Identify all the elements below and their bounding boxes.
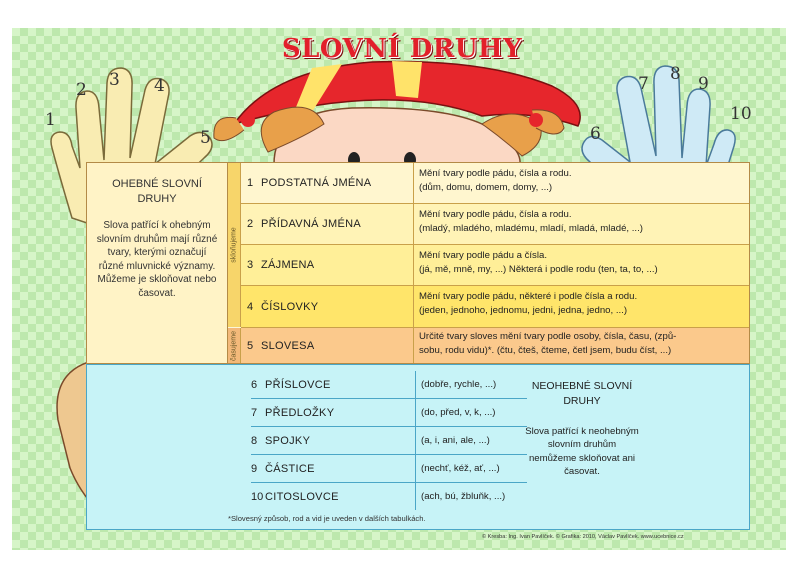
row-name: ČÁSTICE bbox=[265, 462, 315, 475]
table-row bbox=[251, 483, 527, 510]
row-example: (a, i, ani, ale, ...) bbox=[421, 435, 490, 446]
table-row bbox=[251, 427, 527, 455]
table-row bbox=[241, 245, 749, 286]
table-row bbox=[251, 455, 527, 483]
row-example: (ach, bú, žbluňk, ...) bbox=[421, 491, 506, 502]
row-description: Mění tvary podle pádu, některé i podle čísla a rodu. (jeden, jednoho, jednomu, jedni, jedna, jedno, ...) bbox=[419, 291, 638, 316]
finger-number-4: 4 bbox=[154, 76, 165, 96]
finger-number-1: 1 bbox=[45, 110, 56, 130]
row-number: 8 bbox=[251, 434, 258, 447]
row-name: PODSTATNÁ JMÉNA bbox=[261, 177, 372, 189]
finger-number-2: 2 bbox=[76, 80, 87, 100]
flexible-section bbox=[86, 162, 750, 364]
finger-number-10: 10 bbox=[730, 104, 752, 124]
inflexible-title: NEOHEBNÉ SLOVNÍ DRUHY bbox=[531, 380, 633, 407]
row-number: 1 bbox=[247, 177, 254, 189]
row-example: (nechť, kéž, ať, ...) bbox=[421, 463, 500, 474]
footnote: *Slovesný způsob, rod a vid je uveden v dalších tabulkách. bbox=[228, 514, 426, 523]
row-name: CITOSLOVCE bbox=[265, 490, 339, 503]
row-name: PŘEDLOŽKY bbox=[265, 406, 335, 419]
row-example: (dobře, rychle, ...) bbox=[421, 379, 497, 390]
table-row bbox=[241, 286, 749, 328]
finger-number-8: 8 bbox=[670, 64, 681, 84]
credits: © Kresba: Ing. Ivan Pavlíček. © Grafika: 2010, Václav Pavlíček. www.ucebnice.cz bbox=[482, 534, 684, 540]
row-name: PŘÍDAVNÁ JMÉNA bbox=[261, 218, 361, 230]
strip-label-conjugation: časujeme bbox=[230, 330, 238, 361]
finger-number-3: 3 bbox=[109, 70, 120, 90]
row-number: 5 bbox=[247, 339, 254, 352]
row-description: Určité tvary sloves mění tvary podle osoby, čísla, času, (způ- sobu, rodu vidu)*. (čtu, čteš, čteme, četl jsem, budu číst, ...) bbox=[419, 331, 677, 356]
table-row bbox=[251, 399, 527, 427]
row-number: 6 bbox=[251, 378, 258, 391]
row-name: PŘÍSLOVCE bbox=[265, 378, 331, 391]
row-name: SLOVESA bbox=[261, 339, 315, 352]
flexible-description: Slova patřící k ohebným slovním druhům mají různé tvary, kterými označují různé mluvnické významy. Můžeme je skloňovat nebo časovat. bbox=[96, 220, 218, 299]
finger-number-6: 6 bbox=[590, 124, 601, 144]
row-description: Mění tvary podle pádu a čísla. (já, mě, mně, my, ...) Některá i podle rodu (ten, ta, to, ...) bbox=[419, 250, 658, 275]
row-number: 7 bbox=[251, 406, 258, 419]
row-description: Mění tvary podle pádu, čísla a rodu. (mladý, mladého, mladému, mladí, mladá, mladé, ...) bbox=[419, 209, 643, 234]
poster bbox=[12, 28, 786, 550]
word-class-table bbox=[86, 162, 748, 528]
row-number: 9 bbox=[251, 462, 258, 475]
finger-number-9: 9 bbox=[698, 74, 709, 94]
flexible-info-panel bbox=[87, 163, 228, 363]
table-row bbox=[251, 371, 527, 399]
flexible-title: OHEBNÉ SLOVNÍ DRUHY bbox=[112, 178, 202, 205]
table-row bbox=[241, 204, 749, 245]
row-name: ČÍSLOVKY bbox=[261, 300, 319, 313]
table-row bbox=[241, 328, 749, 363]
row-description: Mění tvary podle pádu, čísla a rodu. (dům, domu, domem, domy, ...) bbox=[419, 168, 572, 193]
row-number: 3 bbox=[247, 259, 254, 271]
strip-label-declension: skloňujeme bbox=[230, 227, 238, 263]
finger-number-7: 7 bbox=[638, 74, 649, 94]
row-example: (do, před, v, k, ...) bbox=[421, 407, 496, 418]
strip-conjugation bbox=[228, 328, 241, 363]
row-name: ZÁJMENA bbox=[261, 259, 315, 271]
finger-number-5: 5 bbox=[200, 128, 211, 148]
inflexible-description: Slova patřící k neohebným slovním druhům nemůžeme skloňovat ani časovat. bbox=[525, 426, 639, 478]
inflexible-section bbox=[86, 364, 750, 530]
strip-declension bbox=[228, 163, 241, 327]
row-number: 10 bbox=[251, 490, 264, 503]
row-name: SPOJKY bbox=[265, 434, 311, 447]
row-number: 2 bbox=[247, 218, 254, 230]
table-row bbox=[241, 163, 749, 204]
row-number: 4 bbox=[247, 300, 254, 313]
poster-title: SLOVNÍ DRUHY bbox=[281, 34, 523, 64]
